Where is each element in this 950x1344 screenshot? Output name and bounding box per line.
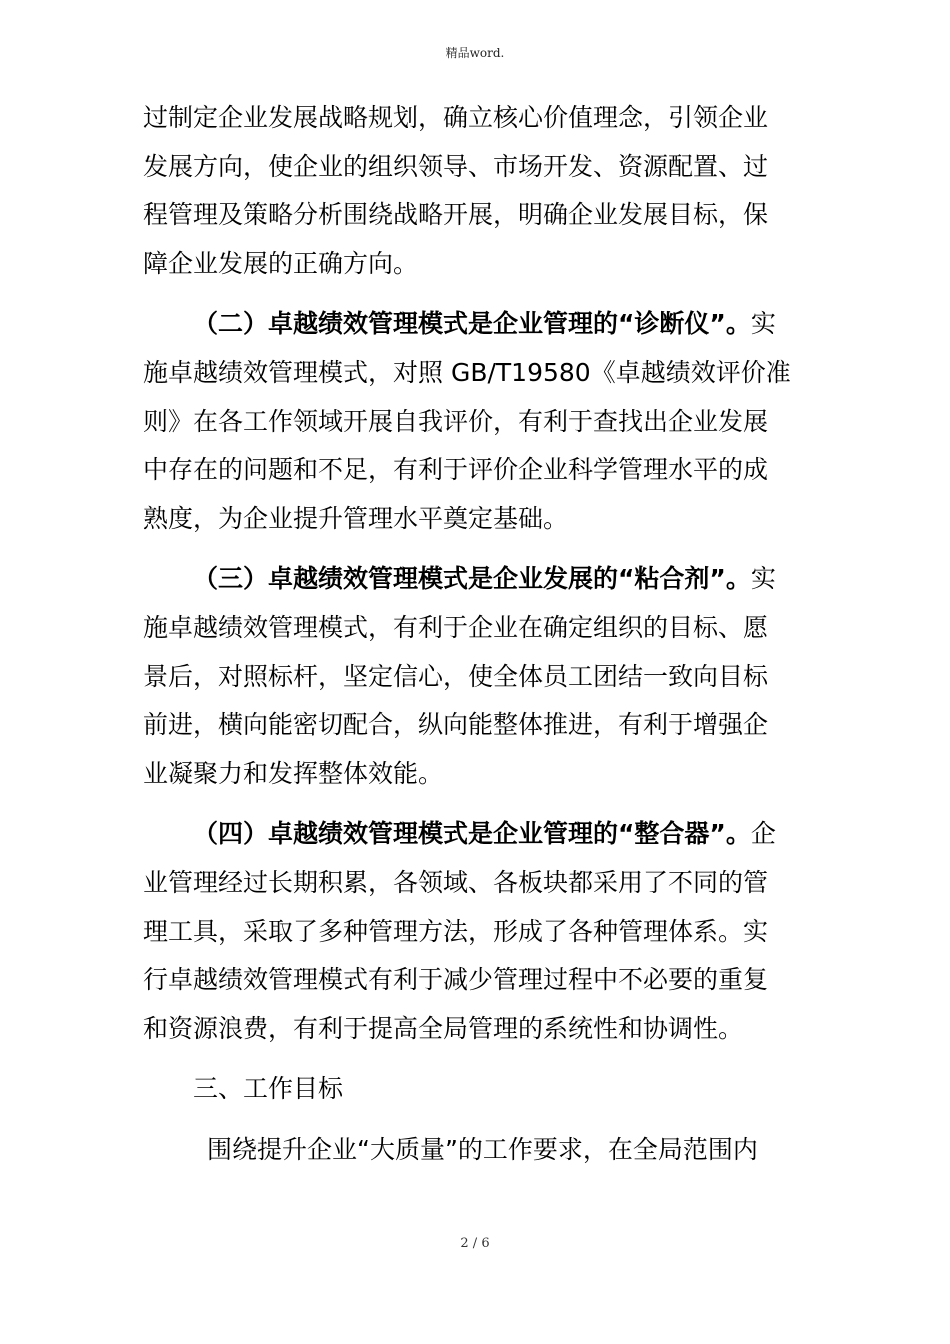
text-line: 施卓越绩效管理模式，对照 GB/T19580《卓越绩效评价准 <box>143 357 791 387</box>
section-subheading: （四）卓越绩效管理模式是企业管理的“整合器”。 <box>193 819 751 849</box>
text-line: 和资源浪费，有利于提高全局管理的系统性和协调性。 <box>143 1013 744 1043</box>
text-line: （二）卓越绩效管理模式是企业管理的“诊断仪”。实 <box>193 309 776 339</box>
section-subheading: （三）卓越绩效管理模式是企业发展的“粘合剂”。 <box>193 564 751 594</box>
text-line: 中存在的问题和不足，有利于评价企业科学管理水平的成 <box>143 455 769 485</box>
text-line: 景后，对照标杆，坚定信心，使全体员工团结一致向目标 <box>143 661 769 691</box>
page-header: 精品word. <box>445 46 505 60</box>
text-line: 发展方向，使企业的组织领导、市场开发、资源配置、过 <box>143 151 769 181</box>
text-line: （三）卓越绩效管理模式是企业发展的“粘合剂”。实 <box>193 564 776 594</box>
text-line: 理工具，采取了多种管理方法，形成了各种管理体系。实 <box>143 916 769 946</box>
text-line: 前进，横向能密切配合，纵向能整体推进，有利于增强企 <box>143 710 769 740</box>
text-line: （四）卓越绩效管理模式是企业管理的“整合器”。企 <box>193 819 776 849</box>
page-number: 2 / 6 <box>460 1236 490 1251</box>
text-line: 熟度，为企业提升管理水平奠定基础。 <box>143 503 569 533</box>
text-line: 施卓越绩效管理模式，有利于企业在确定组织的目标、愿 <box>143 612 769 642</box>
section-heading: 三、工作目标 <box>193 1074 344 1104</box>
paragraph-adhesive <box>143 555 815 798</box>
paragraph-strategy <box>143 94 815 288</box>
paragraph-diagnostic <box>143 300 815 543</box>
paragraph-goals: 围绕提升企业“大质量”的工作要求，在全局范围内 <box>207 1134 758 1164</box>
text-line: 则》在各工作领域开展自我评价，有利于查找出企业发展 <box>143 406 769 436</box>
text-line: 障企业发展的正确方向。 <box>143 248 419 278</box>
paragraph-integrator <box>143 810 815 1053</box>
document-body <box>143 94 815 1174</box>
text-line: 过制定企业发展战略规划，确立核心价值理念，引领企业 <box>143 103 769 132</box>
text-line: 程管理及策略分析围绕战略开展，明确企业发展目标，保 <box>143 200 769 230</box>
section-subheading: （二）卓越绩效管理模式是企业管理的“诊断仪”。 <box>193 309 751 339</box>
text-line: 行卓越绩效管理模式有利于减少管理过程中不必要的重复 <box>143 965 769 995</box>
text-line: 业管理经过长期积累，各领域、各板块都采用了不同的管 <box>143 867 769 897</box>
text-line: 业凝聚力和发挥整体效能。 <box>143 758 444 788</box>
